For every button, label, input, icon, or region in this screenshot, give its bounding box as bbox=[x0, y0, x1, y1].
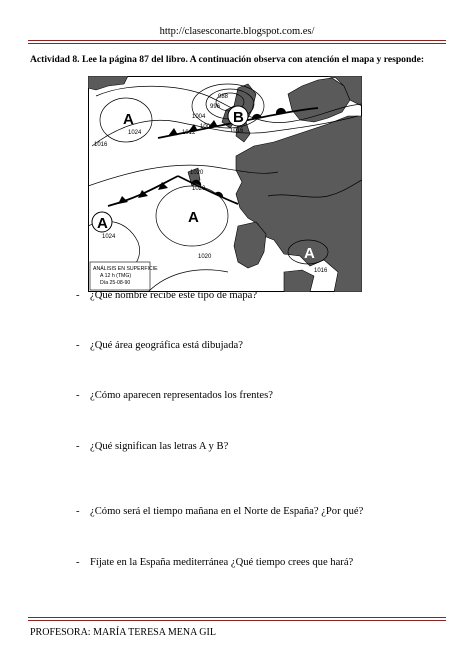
pressure-letter: B bbox=[228, 263, 239, 280]
footer-author: PROFESORA: MARÍA TERESA MENA GIL bbox=[30, 627, 216, 638]
question-item: - ¿Cómo será el tiempo mañana en el Norte de España? ¿Por qué? bbox=[76, 506, 364, 517]
question-text: Fíjate en la España mediterránea ¿Qué tiempo crees que hará? bbox=[90, 557, 354, 568]
question-item: - Fíjate en la España mediterránea ¿Qué tiempo crees que hará? bbox=[76, 557, 354, 568]
question-item: - ¿Qué nombre recibe este tipo de mapa? bbox=[76, 290, 258, 301]
pressure-letter: A bbox=[123, 111, 134, 128]
map-caption bbox=[90, 262, 158, 290]
pressure-letter: B bbox=[233, 109, 244, 126]
caption-line: A 12 h (TMG) bbox=[100, 273, 132, 279]
isobar-label: 996 bbox=[210, 104, 221, 110]
question-item: - ¿Cómo aparecen representados los frentes? bbox=[76, 390, 273, 401]
question-text: ¿Qué área geográfica está dibujada? bbox=[90, 340, 243, 351]
pressure-letter: A bbox=[188, 209, 199, 226]
question-item: - ¿Qué significan las letras A y B? bbox=[76, 441, 229, 452]
caption-line: ANÁLISIS EN SUPERFICIE bbox=[93, 266, 158, 272]
isobar-label: 1024 bbox=[128, 130, 142, 136]
isobar-label: 1012 bbox=[182, 130, 196, 136]
isobar-label: 1016 bbox=[314, 268, 328, 274]
isobar-label: 1016 bbox=[230, 128, 244, 134]
isobar-label: 1020 bbox=[192, 186, 206, 192]
isobar-label: 1020 bbox=[190, 170, 204, 176]
question-item: - ¿Qué área geográfica está dibujada? bbox=[76, 340, 243, 351]
activity-instruction: Actividad 8. Lee la página 87 del libro. A continuación observa con atención el mapa y responde: bbox=[30, 54, 425, 65]
isobar-label: 1024 bbox=[102, 234, 116, 240]
question-text: ¿Cómo será el tiempo mañana en el Norte de España? ¿Por qué? bbox=[90, 506, 364, 517]
pressure-letter: A bbox=[304, 245, 315, 262]
isobar-label: 1008 bbox=[200, 124, 214, 130]
header-rule bbox=[28, 40, 446, 44]
question-text: ¿Cómo aparecen representados los frentes? bbox=[90, 390, 273, 401]
question-text: ¿Qué significan las letras A y B? bbox=[90, 441, 229, 452]
pressure-letter: A bbox=[97, 215, 108, 232]
isobar-label: 988 bbox=[218, 94, 229, 100]
caption-line: Día 25-08-90 bbox=[100, 280, 131, 286]
isobar-label: 1020 bbox=[198, 254, 212, 260]
weather-map bbox=[88, 76, 362, 292]
isobar-label: 1004 bbox=[192, 114, 206, 120]
header-url: http://clasesconarte.blogspot.com.es/ bbox=[159, 26, 315, 37]
question-text: ¿Qué nombre recibe este tipo de mapa? bbox=[90, 290, 258, 301]
isobar-label: 1016 bbox=[94, 142, 108, 148]
footer-rule bbox=[28, 617, 446, 621]
